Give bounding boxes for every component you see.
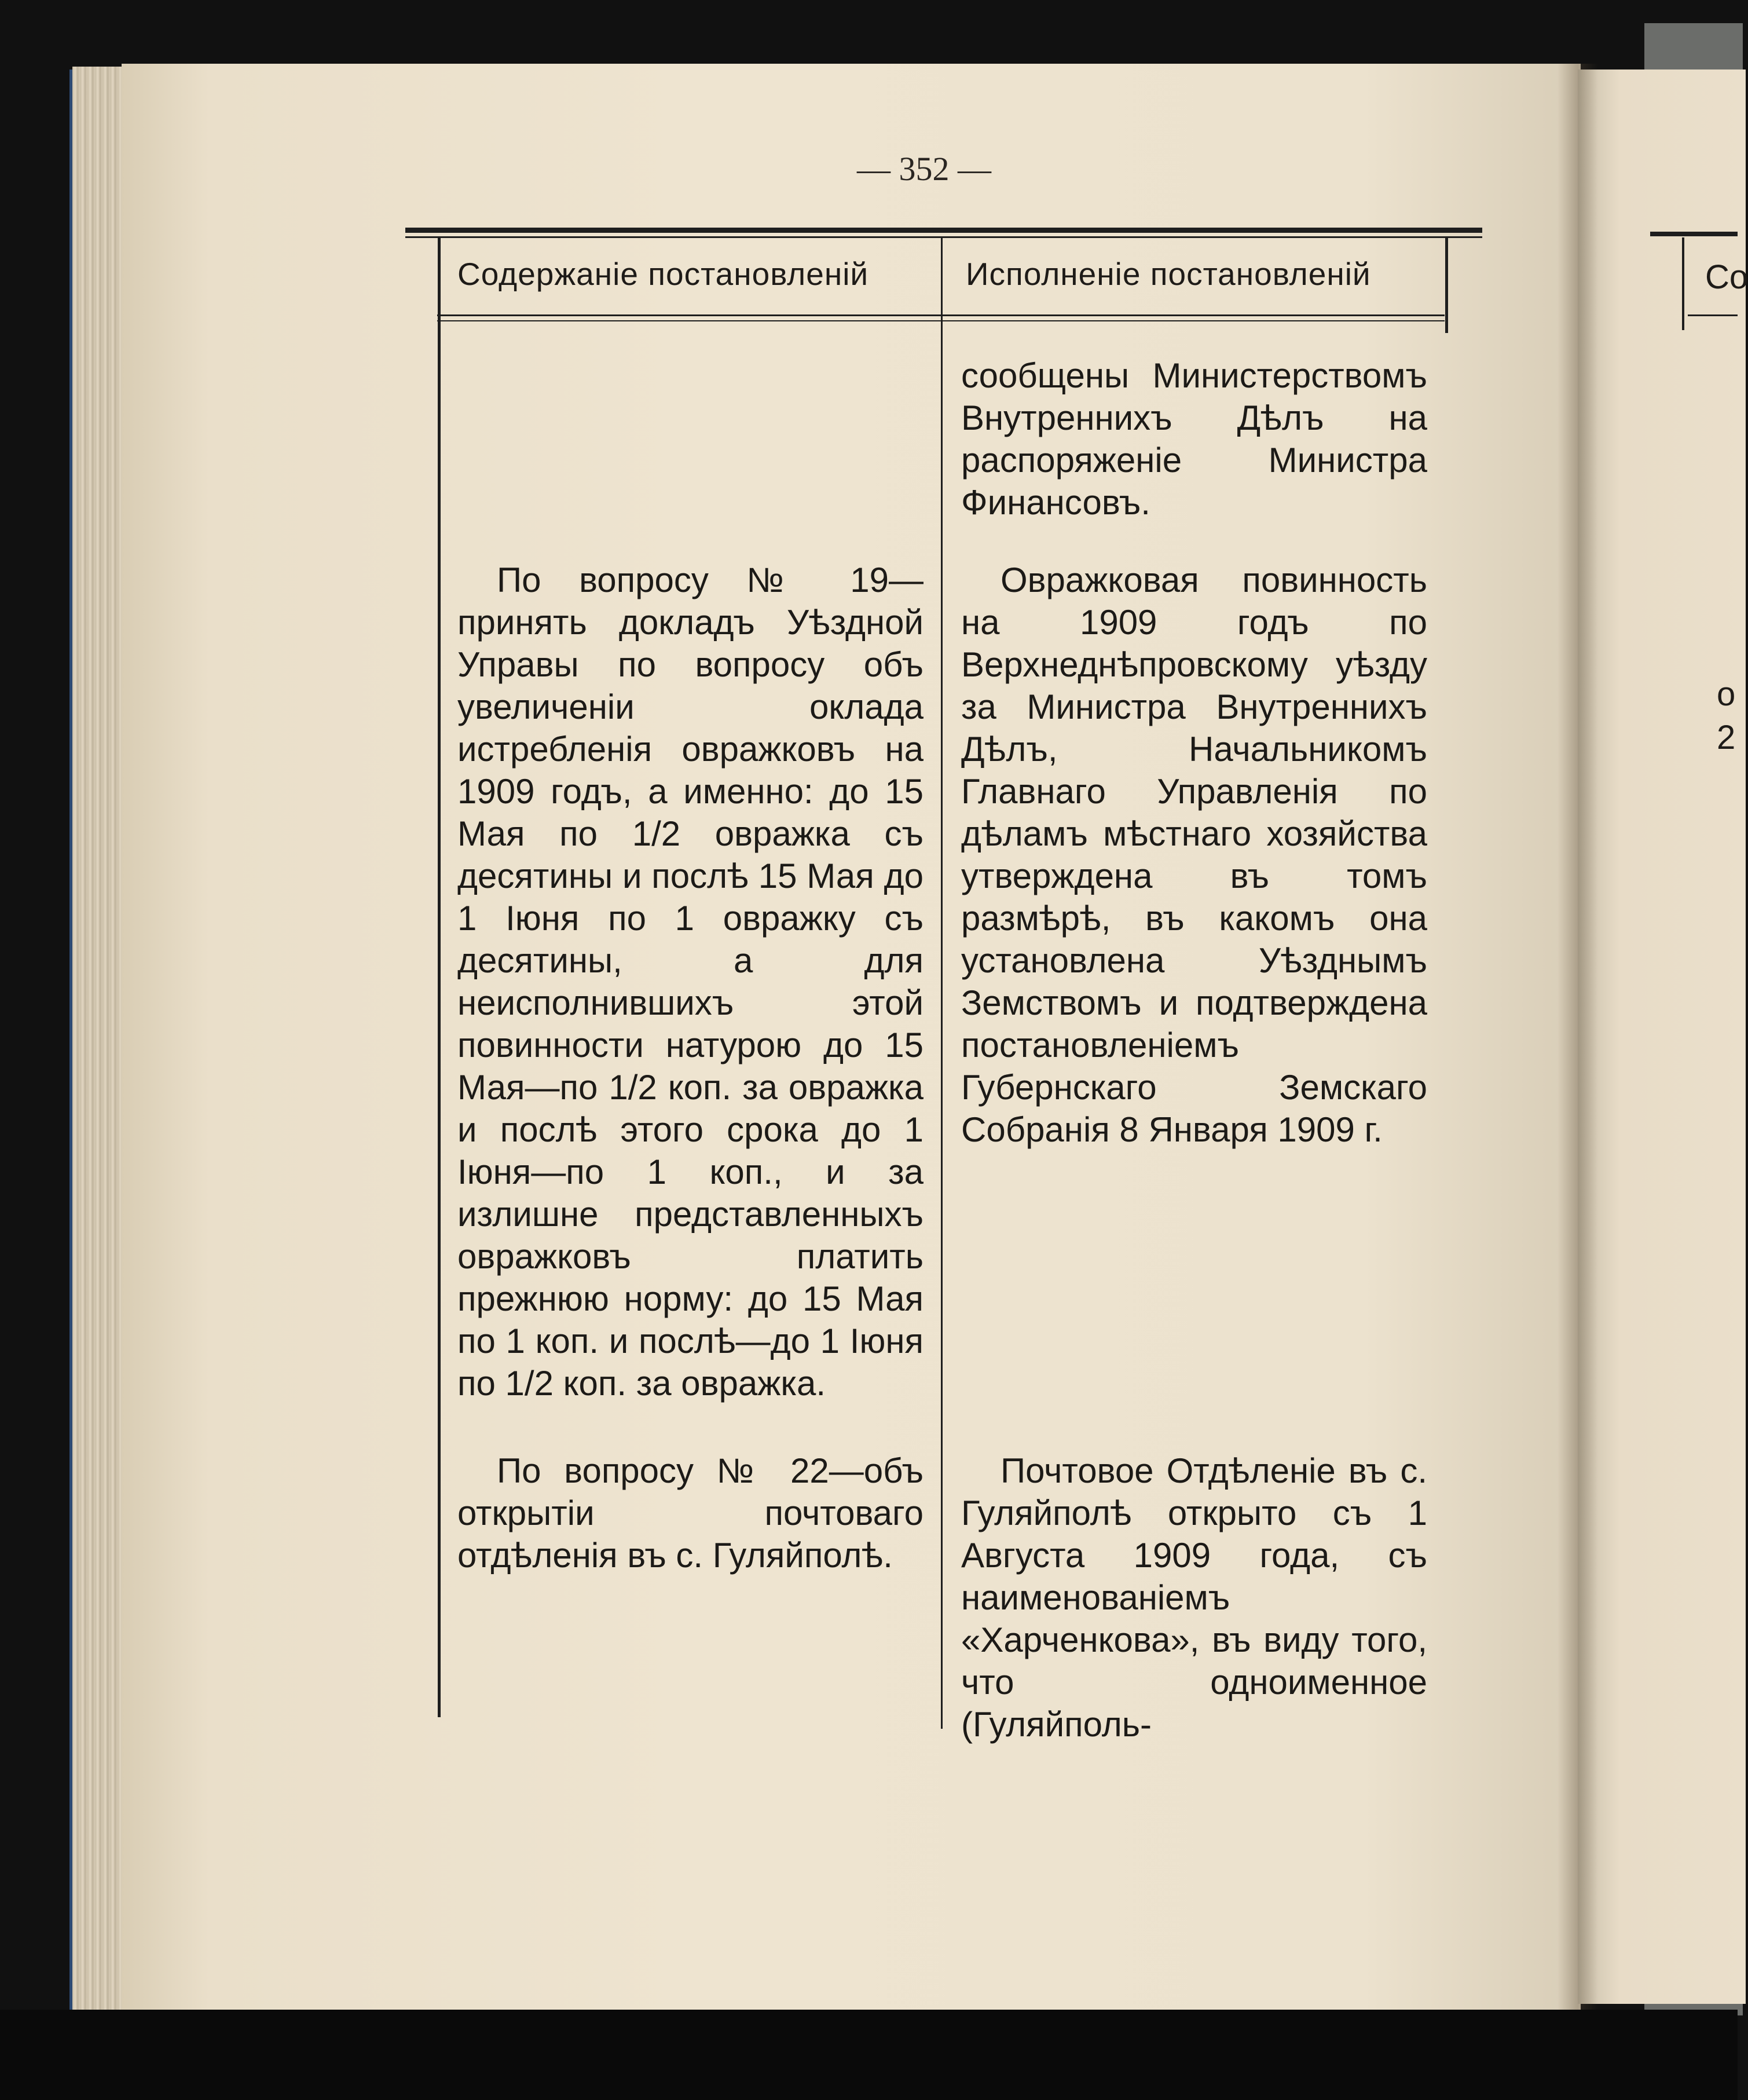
- book-gutter: [1558, 64, 1598, 2015]
- next-page-margin-mark-2: 2: [1717, 719, 1736, 756]
- next-page-left-border: [1682, 237, 1684, 330]
- right-paragraph-2: Почтовое Отдѣленіе въ с. Гуляйполѣ открыто съ 1 Августа 1909 года, съ наименованіемъ «Харченкова», въ виду того, что одноименное (Гуляйполь-: [961, 1451, 1427, 1744]
- next-page-margin-mark-1: о: [1717, 675, 1736, 713]
- right-paragraph-1: Овражковая повинность на 1909 годъ по Верхнеднѣпровскому уѣзду за Министра Внутреннихъ Дѣлъ, Начальникомъ Главнаго Управленія по дѣламъ мѣстнаго хозяйства утверждена въ томъ размѣрѣ, въ какомъ она установлена Уѣзднымъ Земствомъ и подтверждена постановленіемъ Губернскаго Земскаго Собранія 8 Января 1909 г.: [961, 561, 1427, 1149]
- next-page-header-fragment: Со: [1705, 258, 1748, 296]
- bottom-background: [0, 2010, 1738, 2100]
- table-top-rule-thin: [405, 236, 1482, 238]
- column-header-right: Исполненіе постановленій: [966, 256, 1371, 292]
- right-paragraph-0: сообщены Министерствомъ Внутреннихъ Дѣлъ на распоряженіе Министра Финансовъ.: [961, 356, 1427, 522]
- left-paragraph-1: По вопросу № 19—принять докладъ Уѣздной Управы по вопросу объ увеличеніи оклада истребленія овражковъ на 1909 годъ, а именно: до 15 Мая по 1/2 овражка съ десятины и послѣ 15 Мая до 1 Іюня по 1 овражку съ десятины, а для неисполнившихъ этой повинности натурою до 15 Мая—по 1/2 коп. за овражка и послѣ этого срока до 1 Іюня—по 1 коп., и за излишне представленныхъ овражковъ платить прежнюю норму: до 15 Мая по 1 коп. и послѣ—до 1 Іюня по 1/2 коп. за овражка.: [457, 561, 924, 1403]
- table-right-border: [1445, 237, 1448, 333]
- next-page-header-rule: [1688, 314, 1738, 316]
- column-header-left: Содержаніе постановленій: [457, 256, 869, 292]
- table-left-border: [438, 237, 441, 1717]
- column-divider: [941, 237, 943, 1729]
- page-number: — 352 —: [857, 150, 991, 188]
- right-page: [1578, 69, 1746, 2004]
- next-page-top-rule: [1650, 232, 1738, 236]
- left-paragraph-2: По вопросу № 22—объ открытіи почтоваго отдѣленія въ с. Гуляйполѣ.: [457, 1451, 924, 1575]
- table-top-rule: [405, 228, 1482, 233]
